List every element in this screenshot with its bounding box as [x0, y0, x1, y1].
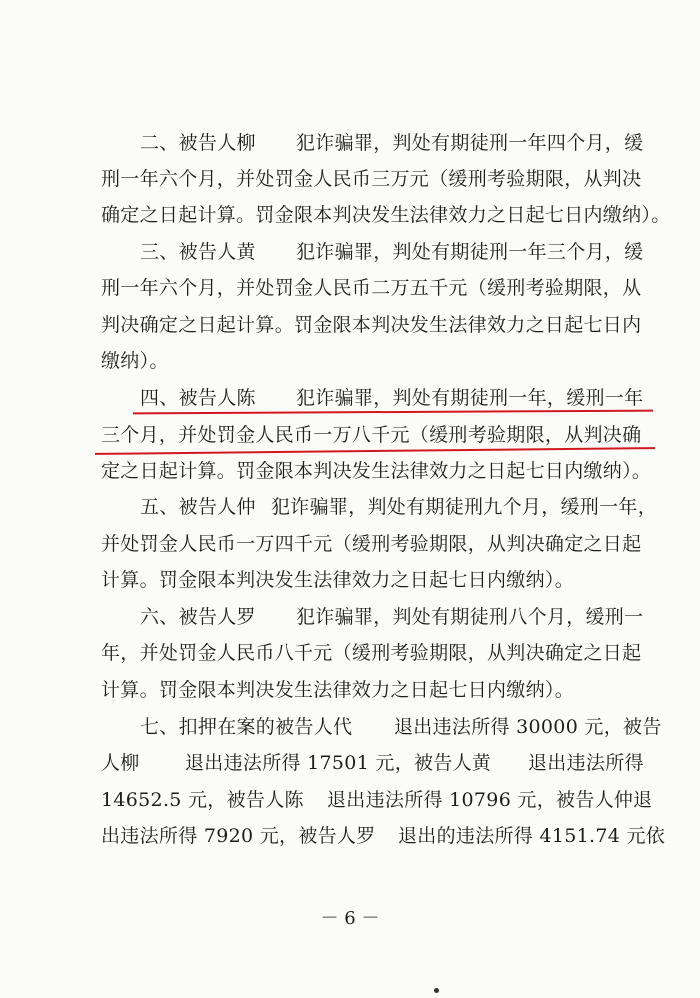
text-segment: 判决确定之日起计算。罚金限本判决发生法律效力之日起七日内	[101, 314, 642, 336]
text-segment: 计算。罚金限本判决发生法律效力之日起七日内缴纳）。	[101, 569, 575, 591]
text-segment: 缴纳）。	[101, 350, 169, 372]
text-segment: 犯诈骗罪，判处有期徒刑一年三个月，缓	[296, 241, 644, 263]
text-line	[0, 273, 700, 303]
text-line	[0, 675, 700, 705]
text-segment: 出违法所得 7920 元，被告人罗	[101, 825, 376, 847]
text-line	[0, 346, 700, 376]
text-line	[0, 821, 700, 851]
text-segment: 退出违法所得 10796 元，被告人仲	[327, 789, 634, 811]
text-line	[0, 785, 700, 815]
text-line	[0, 164, 700, 194]
text-segment: 二、被告人柳	[140, 132, 256, 154]
text-segment: 14652.5 元，被告人陈	[101, 789, 304, 811]
text-segment: 三个月，并处罚金人民币一万八千元（缓刑考验期限，从判决确	[101, 424, 642, 446]
text-line	[0, 529, 700, 559]
text-segment: 犯诈骗罪，判处有期徒刑一年四个月，缓	[296, 132, 644, 154]
text-segment: 犯诈骗罪，判处有期徒刑八个月，缓刑一	[296, 606, 644, 628]
text-segment: 犯诈骗罪，判处有期徒刑一年，缓刑一年	[296, 387, 644, 409]
text-segment: 犯诈骗罪，判处有期徒刑九个月，缓刑一年，	[271, 496, 658, 518]
text-segment: 三、被告人黄	[140, 241, 256, 263]
text-line	[0, 638, 700, 668]
text-line	[0, 200, 700, 230]
text-line	[0, 456, 700, 486]
scan-speck	[434, 988, 439, 993]
text-segment: 年，并处罚金人民币八千元（缓刑考验期限，从判决确定之日起	[101, 642, 642, 664]
text-segment: 四、被告人陈	[140, 387, 256, 409]
text-line	[0, 420, 700, 450]
text-segment: 刑一年六个月，并处罚金人民币二万五千元（缓刑考验期限，从	[101, 277, 642, 299]
text-line	[0, 128, 700, 158]
text-line	[0, 748, 700, 778]
text-line	[0, 310, 700, 340]
text-line	[0, 565, 700, 595]
page-number: － 6 －	[320, 908, 380, 929]
text-segment: 定之日起计算。罚金限本判决发生法律效力之日起七日内缴纳）。	[101, 460, 652, 482]
text-segment: 并处罚金人民币一万四千元（缓刑考验期限，从判决确定之日起	[101, 533, 642, 555]
text-segment: 人柳	[101, 752, 140, 774]
text-segment: 退出的违法所得 4151.74 元依	[398, 825, 666, 847]
text-line	[0, 712, 700, 742]
text-segment: 退	[633, 789, 653, 811]
text-segment: 六、被告人罗	[140, 606, 256, 628]
text-segment: 刑一年六个月，并处罚金人民币三万元（缓刑考验期限，从判决	[101, 168, 642, 190]
text-line	[0, 383, 700, 413]
text-line	[0, 602, 700, 632]
text-line	[0, 237, 700, 267]
text-segment: 退出违法所得	[528, 752, 644, 774]
text-segment: 退出违法所得 30000 元，被告	[394, 716, 662, 738]
text-segment: 计算。罚金限本判决发生法律效力之日起七日内缴纳）。	[101, 679, 575, 701]
text-segment: 五、被告人仲	[140, 496, 256, 518]
text-line	[0, 492, 700, 522]
text-segment: 确定之日起计算。罚金限本判决发生法律效力之日起七日内缴纳）。	[101, 204, 671, 226]
text-segment: 七、扣押在案的被告人代	[140, 716, 353, 738]
text-segment: 退出违法所得 17501 元，被告人黄	[185, 752, 492, 774]
